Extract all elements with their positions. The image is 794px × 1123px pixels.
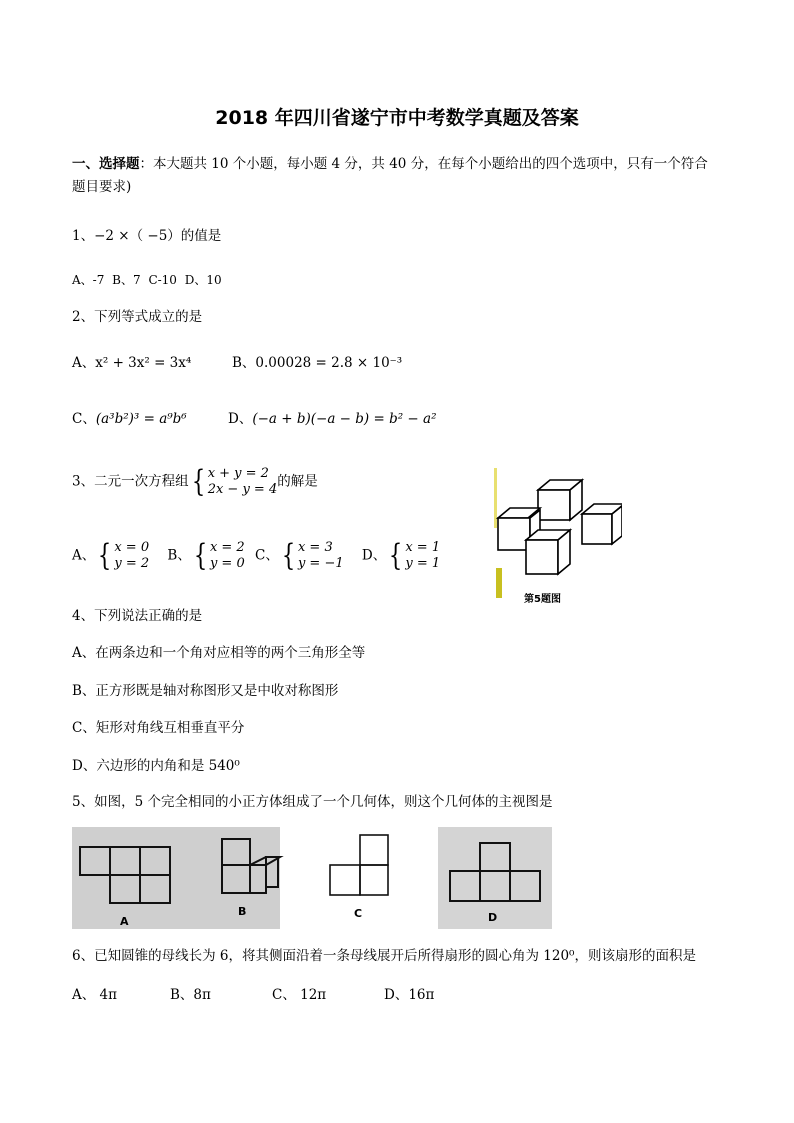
question-6-stem: 6、已知圆锥的母线长为 6，将其侧面沿着一条母线展开后所得扇形的圆心角为 120⁰，则该扇形的面积是 — [72, 948, 696, 964]
option-d-line2: y = 1 — [405, 556, 441, 571]
option-d-label: D、 — [361, 547, 387, 564]
option-c-label: C、 — [255, 547, 279, 564]
option-a — [72, 540, 149, 572]
question-6-option-b: B、8π — [170, 987, 211, 1003]
section-desc-line2: 题目要求) — [72, 179, 132, 195]
question-1-options: A、-7 B、7 C-10 D、10 — [72, 273, 222, 287]
option-b-label: B — [238, 905, 247, 918]
section-heading: 一、选择题 — [72, 156, 140, 172]
question-3-stem — [72, 466, 318, 498]
section-desc-line1: ：本大题共 10 个小题，每小题 4 分，共 40 分，在每个小题给出的四个选项中，只有一个符合 — [139, 156, 708, 172]
option-a-label: A、 — [72, 547, 96, 564]
option-b-line1: x = 2 — [209, 540, 245, 555]
page-title: 2018 年四川省遂宁市中考数学真题及答案 — [215, 107, 579, 129]
option-d-system — [405, 540, 440, 572]
question-4-stem: 4、下列说法正确的是 — [72, 608, 203, 624]
question-4-option-a: A、在两条边和一个角对应相等的两个三角形全等 — [72, 645, 366, 661]
question-2-option-d — [228, 409, 437, 429]
question-6-option-c: C、 12π — [272, 987, 327, 1003]
left-brace: { — [191, 464, 205, 499]
brace-icon: { — [389, 538, 403, 573]
option-b-system — [210, 540, 245, 572]
equation-2: 2x − y = 4 — [207, 482, 278, 497]
option-a-line1: x = 0 — [114, 540, 150, 555]
equation-1: x + y = 2 — [207, 466, 269, 481]
cubes-drawing — [492, 468, 622, 608]
option-c-label: C — [354, 907, 363, 920]
question-3-prefix: 3、二元一次方程组 — [72, 473, 189, 490]
option-a-line2: y = 2 — [114, 556, 150, 571]
option-c-line1: x = 3 — [297, 540, 333, 555]
question-2-stem: 2、下列等式成立的是 — [72, 309, 203, 325]
question-3-options — [72, 540, 440, 572]
option-d-label: D — [488, 911, 498, 924]
option-d — [362, 540, 440, 572]
option-b-line2: y = 0 — [209, 556, 245, 571]
option-d-math: (−a + b)(−a − b) = b² − a² — [252, 411, 437, 427]
option-d-line1: x = 1 — [405, 540, 441, 555]
brace-icon: { — [281, 538, 296, 573]
brace-icon: { — [98, 538, 112, 573]
question-6-option-a: A、 4π — [72, 987, 118, 1003]
option-b-label: B、 — [167, 547, 191, 564]
figure-5-caption: 第5题图 — [524, 594, 561, 605]
option-b — [167, 540, 244, 572]
question-4-option-b: B、正方形既是轴对称图形又是中收对称图形 — [72, 683, 339, 699]
option-c-line2: y = −1 — [297, 556, 344, 571]
question-5-stem: 5、如图，5 个完全相同的小正方体组成了一个几何体，则这个几何体的主视图是 — [72, 794, 553, 810]
brace-icon: { — [193, 538, 208, 573]
option-a-system — [114, 540, 149, 572]
question-3-suffix: 的解是 — [277, 473, 318, 490]
option-c-system — [298, 540, 344, 572]
figure-5-cubes — [492, 468, 622, 608]
option-c-label: C、 — [72, 411, 96, 427]
question-1-stem: 1、−2 ×（ −5）的值是 — [72, 228, 222, 244]
front-view-options — [72, 827, 552, 929]
question-6-option-d: D、16π — [384, 987, 435, 1003]
question-2-option-a: A、x² + 3x² = 3x⁴ — [72, 355, 192, 371]
option-c — [255, 540, 344, 572]
question-4-option-d: D、六边形的内角和是 540⁰ — [72, 758, 240, 774]
question-4-option-c: C、矩形对角线互相垂直平分 — [72, 720, 245, 736]
section-intro — [72, 154, 708, 174]
question-5-options-figure — [72, 827, 552, 929]
option-d-label: D、 — [228, 411, 253, 427]
question-2-option-c — [72, 409, 187, 429]
option-a-label: A — [120, 915, 129, 928]
equation-system — [208, 466, 278, 498]
option-c-math: (a³b²)³ = a⁹b⁶ — [95, 411, 187, 427]
question-2-option-b: B、0.00028 = 2.8 × 10⁻³ — [232, 355, 403, 371]
